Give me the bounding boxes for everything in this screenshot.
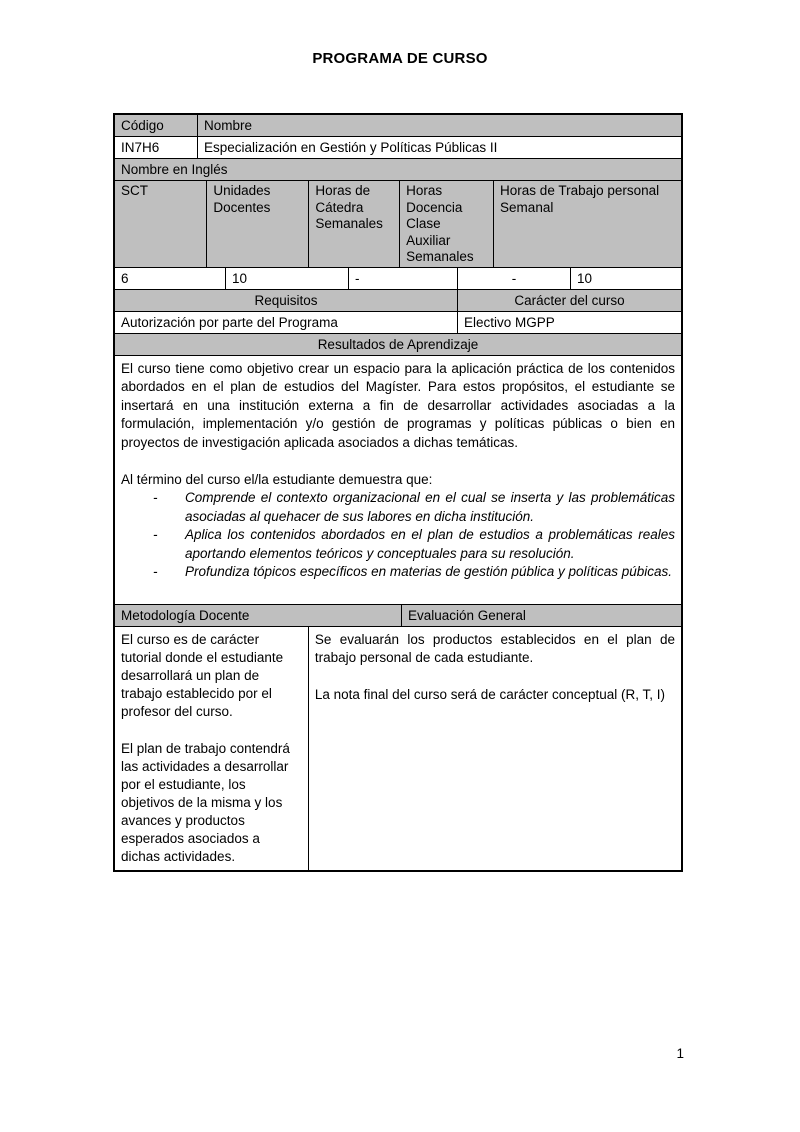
resultados-bullet-item: - Aplica los contenidos abordados en el plan de estudios a problemáticas reales aportando elementos teóricos y conceptuales para su resolución. — [121, 526, 675, 563]
blank-line — [121, 582, 675, 601]
course-program-table — [113, 113, 683, 872]
blank-line — [121, 721, 302, 740]
metodologia-body-cell — [115, 627, 308, 870]
caracter-value-cell: Electivo MGPP — [457, 312, 681, 333]
resultados-bullet-item: - Comprende el contexto organizacional en el cual se inserta y las problemáticas asociadas al quehacer de sus labores en dicha institución. — [121, 489, 675, 526]
unidades-docentes-header-cell: Unidades Docentes — [206, 181, 308, 267]
blank-line — [121, 452, 675, 471]
requisitos-header-cell: Requisitos — [254, 292, 318, 308]
metodologia-evaluacion-body-row — [115, 626, 681, 870]
resultados-body-cell — [115, 356, 681, 605]
resultados-header-cell: Resultados de Aprendizaje — [317, 336, 479, 352]
evaluacion-paragraph-1: Se evaluarán los productos establecidos en el plan de trabajo personal de cada estudiante. — [314, 632, 675, 665]
page-title: PROGRAMA DE CURSO — [312, 50, 488, 67]
sct-value-cell: 6 — [121, 270, 129, 286]
evaluacion-header-cell: Evaluación General — [401, 605, 681, 626]
metodologia-paragraph-2: El plan de trabajo contendrá las actividades a desarrollar por el estudiante, los objetivos de la misma y los avances y productos esperados asociados a dichas actividades. — [121, 740, 290, 864]
resultados-intro-paragraph: El curso tiene como objetivo crear un espacio para la aplicación práctica de los contenidos abordados en el plan de estudios del Magíster. Para estos propósitos, el estudiante se insertará en una institución externa a fin de desarrollar actividades asociadas a la formulación, implementación y/o gestión de programas y políticas públicas o bien en proyectos de investigación aplicada asociados a dichas temáticas. — [121, 360, 675, 450]
resultados-body-row — [115, 355, 681, 605]
caracter-header-cell: Carácter del curso — [457, 290, 681, 311]
credits-header-row — [115, 180, 681, 267]
codigo-value-cell: IN7H6 — [121, 140, 160, 155]
evaluacion-body-cell — [308, 627, 681, 870]
sct-header-cell: SCT — [121, 183, 148, 198]
codigo-header-cell: Código — [121, 118, 164, 133]
page-number: 1 — [676, 1046, 684, 1061]
resultados-bullet-item: - Profundiza tópicos específicos en materias de gestión pública y políticas púbicas. — [121, 563, 675, 582]
nombre-ingles-label-cell: Nombre en Inglés — [121, 162, 228, 177]
horas-trabajo-personal-value-cell: 10 — [570, 268, 681, 289]
unidades-docentes-value-cell: 10 — [225, 268, 348, 289]
horas-catedra-header-cell: Horas de Cátedra Semanales — [308, 181, 399, 267]
nombre-header-cell: Nombre — [197, 115, 681, 136]
horas-docencia-auxiliar-header-cell: Horas Docencia Clase Auxiliar Semanales — [399, 181, 493, 267]
blank-line — [315, 667, 675, 686]
resultados-demuestra-line: Al término del curso el/la estudiante demuestra que: — [121, 471, 433, 487]
id-header-row — [115, 115, 681, 136]
requisitos-value-cell: Autorización por parte del Programa — [121, 314, 338, 330]
evaluacion-paragraph-2: La nota final del curso será de carácter conceptual (R, T, I) — [314, 686, 666, 702]
resultados-header-row — [115, 333, 681, 355]
id-value-row — [115, 136, 681, 158]
horas-docencia-auxiliar-value-cell: - — [457, 268, 570, 289]
credits-value-row — [115, 267, 681, 289]
metodologia-paragraph-1: El curso es de carácter tutorial donde el estudiante desarrollará un plan de trabajo establecido por el profesor del curso. — [121, 632, 284, 719]
metodologia-header-cell: Metodología Docente — [121, 608, 250, 623]
nombre-ingles-row — [115, 158, 681, 180]
horas-catedra-value-cell: - — [348, 268, 457, 289]
metodologia-evaluacion-header-row — [115, 604, 681, 626]
horas-trabajo-personal-header-cell: Horas de Trabajo personal Semanal — [493, 181, 681, 267]
requisitos-value-row — [115, 311, 681, 333]
requisitos-header-row — [115, 289, 681, 311]
nombre-value-cell: Especialización en Gestión y Políticas Públicas II — [197, 137, 681, 158]
